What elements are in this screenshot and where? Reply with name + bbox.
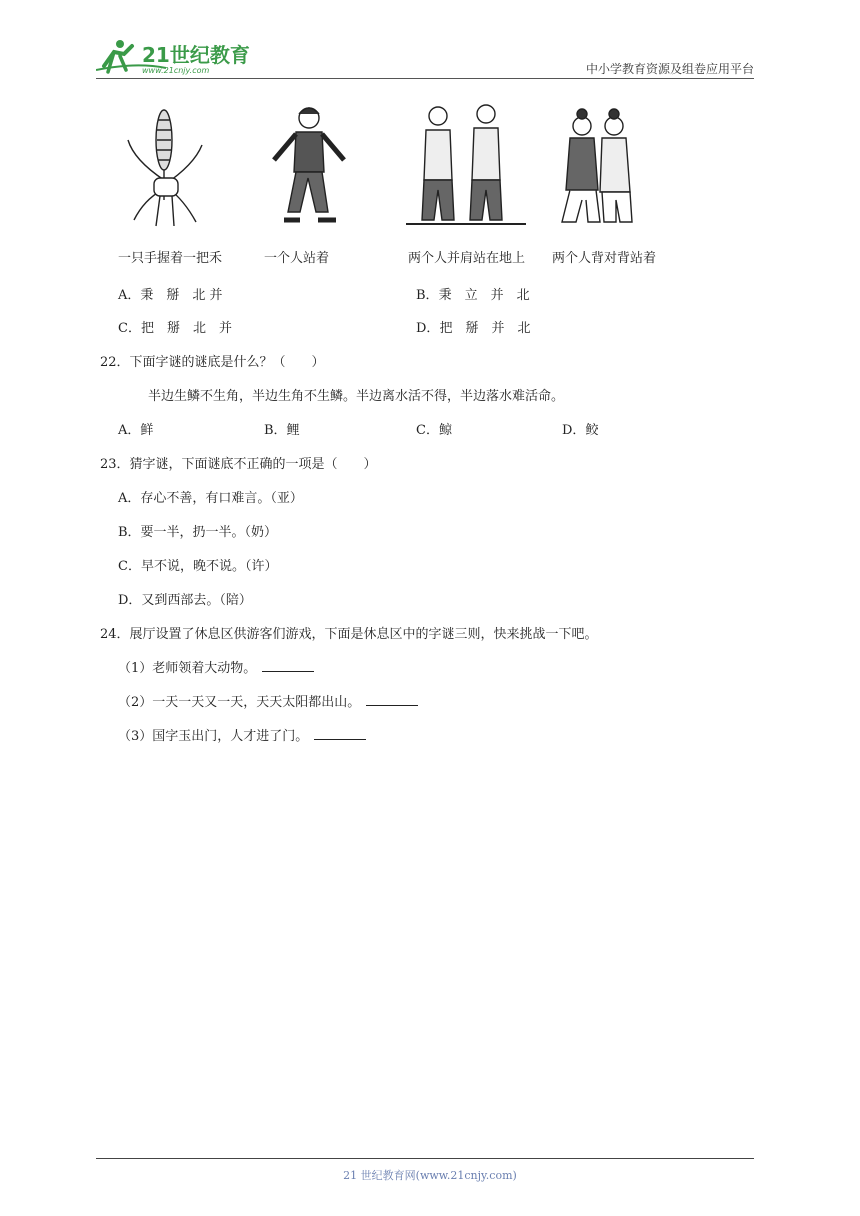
two-people-back-to-back-picture <box>552 100 642 232</box>
q24-item-text: （3）国字玉出门，人才进了门。 <box>118 729 309 744</box>
q21-option-b[interactable] <box>416 284 530 303</box>
q24-stem: 24．展厅设置了休息区供游客们游戏，下面是休息区中的字谜三则，快来挑战一下吧。 <box>100 627 598 642</box>
option-letter: D． <box>416 321 440 336</box>
q23-option-c[interactable]: C．早不说，晚不说。（许） <box>118 559 278 574</box>
option-text: 鲸 <box>438 423 452 438</box>
answer-blank[interactable] <box>314 727 366 740</box>
logo-url: www.21cnjy.com <box>142 66 210 75</box>
option-text: 把 掰 北 并 <box>140 321 232 336</box>
option-text: 鲛 <box>585 423 599 438</box>
answer-blank[interactable] <box>366 693 418 706</box>
footer-text: 21 世纪教育网(www.21cnjy.com) <box>343 1169 517 1182</box>
q24-item-text: （2）一天一天又一天，天天太阳都出山。 <box>118 695 361 710</box>
header-divider <box>96 78 754 79</box>
option-letter: D． <box>562 423 586 438</box>
logo-text: 21世纪教育 <box>142 43 250 67</box>
q22-stem: 22．下面字谜的谜底是什么？（ ） <box>100 355 325 370</box>
q23-option-a[interactable]: A．存心不善，有口难言。（亚） <box>118 491 303 506</box>
logo-graphic <box>96 36 256 76</box>
q23-option-b[interactable]: B．要一半，扔一半。（奶） <box>118 525 278 540</box>
q24-item-text: （1）老师领着大动物。 <box>118 661 257 676</box>
option-letter: B． <box>416 288 439 303</box>
option-letter: A． <box>118 288 141 303</box>
option-text: 鲜 <box>140 423 154 438</box>
option-letter: C． <box>416 423 439 438</box>
q24-item-1 <box>118 657 314 676</box>
two-people-side-by-side-picture <box>406 100 526 232</box>
q22-option-c[interactable] <box>416 419 452 438</box>
q22-option-b[interactable] <box>264 419 300 438</box>
site-logo <box>96 36 256 76</box>
option-text: 鲤 <box>286 423 300 438</box>
caption-2: 一个人站着 <box>264 251 330 266</box>
q22-option-d[interactable] <box>562 419 598 438</box>
option-text: 把 掰 并 北 <box>439 321 531 336</box>
hand-holding-grain-picture <box>124 100 206 232</box>
option-letter: A． <box>118 423 141 438</box>
option-letter: C． <box>118 321 141 336</box>
option-text: 秉 掰 北 并 <box>140 288 223 303</box>
q22-option-a[interactable] <box>118 419 153 438</box>
q21-option-a[interactable] <box>118 284 223 303</box>
q21-option-d[interactable] <box>416 317 530 336</box>
q21-option-c[interactable] <box>118 317 232 336</box>
caption-1: 一只手握着一把禾 <box>118 251 223 266</box>
answer-blank[interactable] <box>262 659 314 672</box>
footer-divider <box>96 1158 754 1159</box>
q23-stem: 23．猜字谜，下面谜底不正确的一项是（ ） <box>100 457 377 472</box>
caption-4: 两个人背对背站着 <box>552 251 657 266</box>
q24-item-2 <box>118 691 418 710</box>
person-standing-picture <box>266 100 352 232</box>
q22-riddle: 半边生鳞不生角，半边生角不生鳞。半边离水活不得，半边落水难活命。 <box>148 389 565 404</box>
caption-3: 两个人并肩站在地上 <box>408 251 526 266</box>
q24-item-3 <box>118 725 366 744</box>
option-text: 秉 立 并 北 <box>438 288 530 303</box>
q23-option-d[interactable]: D．又到西部去。（陪） <box>118 593 252 608</box>
option-letter: B． <box>264 423 287 438</box>
platform-name: 中小学教育资源及组卷应用平台 <box>585 62 754 76</box>
